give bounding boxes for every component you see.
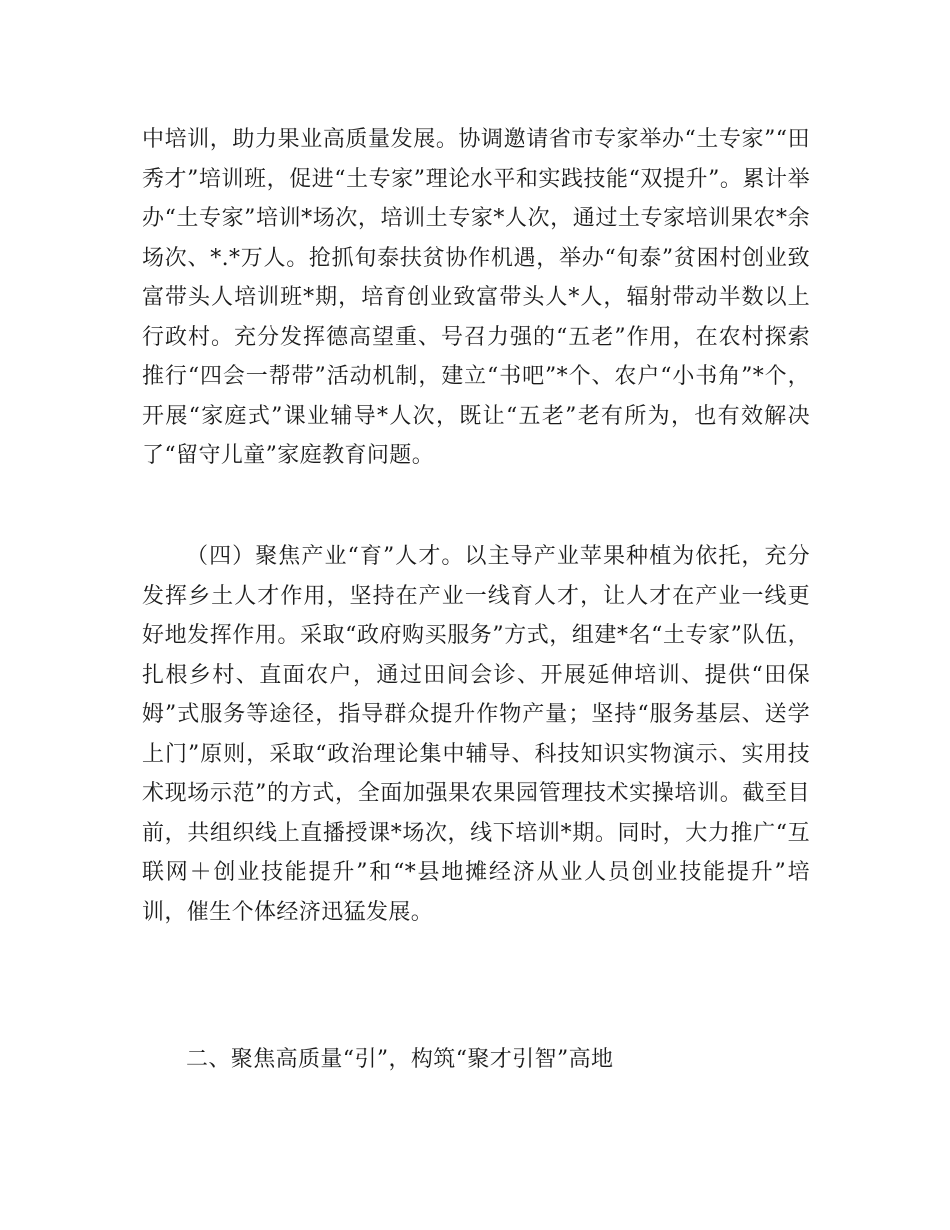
- paragraph-industry-talent: （四）聚焦产业“育”人才。以主导产业苹果种植为依托，充分发挥乡土人才作用，坚持在产业一线育人才，让人才在产业一线更好地发挥作用。采取“政府购买服务”方式，组建*名“土专家”队伍，扎根乡村、直面农户，通过田间会诊、开展延伸培训、提供“田保姆”式服务等途径，指导群众提升作物产量；坚持“服务基层、送学上门”原则，采取“政治理论集中辅导、科技知识实物演示、实用技术现场示范”的方式，全面加强果农果园管理技术实操培训。截至目前，共组织线上直播授课*场次，线下培训*期。同时，大力推广“互联网＋创业技能提升”和“*县地摊经济从业人员创业技能提升”培训，催生个体经济迅猛发展。: [142, 544, 810, 925]
- section-heading-two: 二、聚焦高质量“引”，构筑“聚才引智”高地: [186, 1047, 614, 1072]
- paragraph-training-continuation: 中培训，助力果业高质量发展。协调邀请省市专家举办“土专家”“田秀才”培训班，促进“土专家”理论水平和实践技能“双提升”。累计举办“土专家”培训*场次，培训土专家*人次，通过土专家培训果农*余场次、*.*万人。抢抓旬泰扶贫协作机遇，举办“旬泰”贫困村创业致富带头人培训班*期，培育创业致富带头人*人，辐射带动半数以上行政村。充分发挥德高望重、号召力强的“五老”作用，在农村探索推行“四会一帮带”活动机制，建立“书吧”*个、农户“小书角”*个，开展“家庭式”课业辅导*人次，既让“五老”老有所为，也有效解决了“留守儿童”家庭教育问题。: [142, 127, 810, 468]
